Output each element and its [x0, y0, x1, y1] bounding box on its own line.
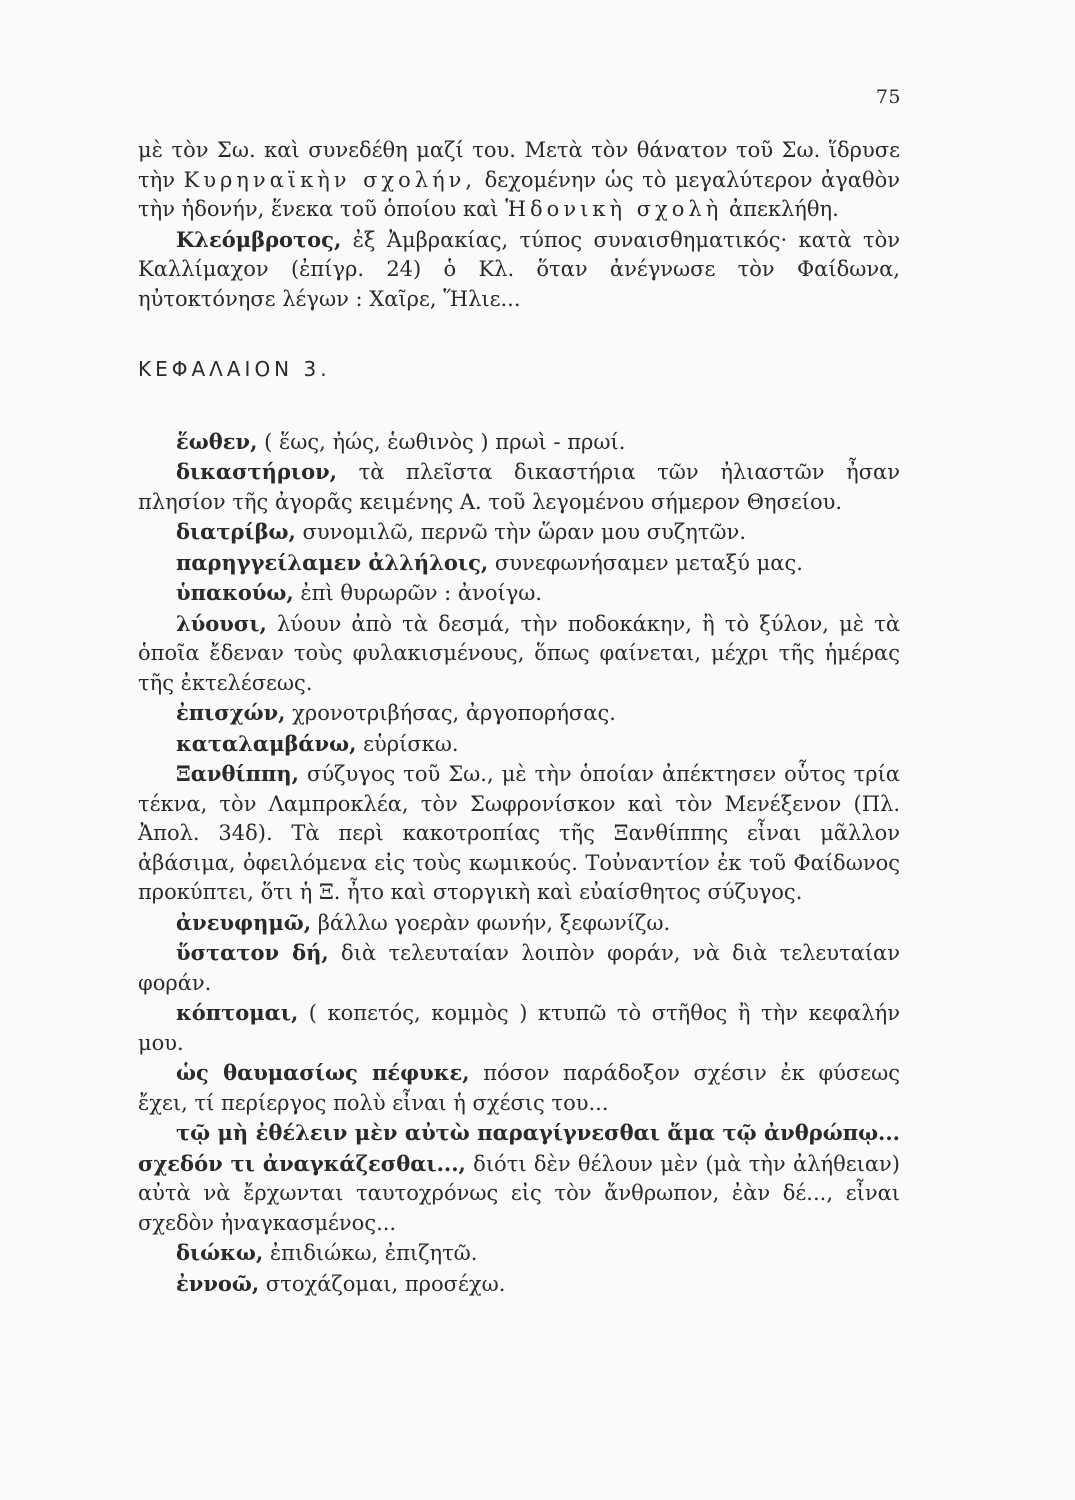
kleombrotos-entry	[138, 225, 900, 315]
kyrenaic-school: Κυρηναϊκὴν σχολήν,	[183, 167, 477, 192]
page-body	[138, 136, 900, 1299]
entry-term: Ξανθίππη,	[176, 761, 299, 786]
glossary-entry	[138, 1269, 900, 1300]
entry-definition: χρονοτριβήσας, ἀργοπορήσας.	[285, 701, 616, 725]
entry-term: ἀνευφημῶ,	[176, 909, 312, 935]
glossary-entry	[138, 457, 900, 517]
glossary-entry	[138, 908, 900, 939]
intro-paragraph	[138, 136, 900, 225]
intro-text-e: ἀπεκλήθη.	[722, 197, 839, 221]
glossary-entry	[138, 759, 900, 908]
entry-term: ἐννοῶ,	[176, 1270, 260, 1296]
entry-term: δικαστήριον,	[176, 459, 337, 484]
entry-definition: εὑρίσκω.	[356, 731, 459, 756]
glossary-entry	[138, 729, 900, 760]
intro-text-a: μὲ τὸν Σω. καὶ συνεδέθη μαζί του. Μετὰ τὸν θάνατον τοῦ Σω. ἵδρυσε τὴν	[138, 138, 900, 192]
entry-definition: πόσον παράδοξον σχέσιν ἐκ φύσεως ἔχει, τί περίεργος πολὺ εἶναι ἡ σχέσις του...	[138, 1061, 901, 1115]
entry-definition: βάλλω γοερὰν φωνήν, ξεφωνίζω.	[311, 910, 671, 935]
entry-term: παρηγγείλαμεν ἀλλήλοις,	[176, 549, 489, 575]
entry-definition: ( κοπετός, κομμὸς ) κτυπῶ τὸ στῆθος ἢ τὴν κεφαλήν μου.	[138, 1001, 900, 1055]
entry-term: λύουσι,	[176, 610, 267, 636]
entry-term: τῷ μὴ ἐθέλειν μὲν αὐτὼ παραγίγνεσθαι ἅμα τῷ ἀνθρώπῳ... σχεδόν τι ἀναγκάζεσθαι...,	[138, 1120, 900, 1176]
glossary-entry	[138, 548, 900, 579]
chapter-heading: ΚΕΦΑΛΑΙΟΝ 3.	[138, 357, 331, 381]
entry-definition: διὰ τελευταίαν λοιπὸν φοράν, νὰ διὰ τελευταίαν φοράν.	[138, 941, 901, 995]
entry-term: διώκω,	[176, 1240, 264, 1265]
entry-definition: ἐπὶ θυρωρῶν : ἀνοίγω.	[293, 581, 543, 605]
entry-definition: διότι δὲν θέλουν μὲν (μὰ τὴν ἀλήθειαν) αὐτὰ νὰ ἔρχωνται ταυτοχρόνως εἰς τὸν ἄνθρωπον, ἐὰν δέ..., εἶναι σχεδὸν ἠναγκασμένος...	[138, 1151, 900, 1235]
entry-term: ὡς θαυμασίως πέφυκε,	[176, 1060, 470, 1085]
page-number: 75	[875, 86, 901, 108]
entry-term: διατρίβω,	[176, 519, 296, 544]
entry-term: ὑπακούω,	[176, 580, 294, 605]
glossary-entry	[138, 578, 900, 609]
glossary-entry	[138, 998, 900, 1058]
entry-definition: τὰ πλεῖστα δικαστήρια τῶν ἠλιαστῶν ἦσαν πλησίον τῆς ἀγορᾶς κειμένης Α. τοῦ λεγομένου σήμερον Θησείου.	[138, 460, 900, 514]
entry-definition: λύουν ἀπὸ τὰ δεσμά, τὴν ποδοκάκην, ἢ τὸ ξύλον, μὲ τὰ ὁποῖα ἔδεναν τοὺς φυλακισμένους, ὅπως φαίνεται, μέχρι τῆς ἡμέρας τῆς ἐκτελέσεως.	[138, 611, 900, 695]
glossary-entry	[138, 1118, 900, 1238]
glossary-entry	[138, 609, 900, 699]
entry-term: ὕστατον δή,	[176, 940, 329, 965]
glossary-entry	[138, 1238, 900, 1269]
entry-definition: συνεφωνήσαμεν μεταξύ μας.	[488, 550, 803, 575]
entry-definition: ἐπιδιώκω, ἐπιζητῶ.	[263, 1241, 478, 1265]
glossary-entry	[138, 698, 900, 729]
glossary-entry	[138, 517, 900, 548]
entry-term: ἕωθεν,	[176, 428, 258, 454]
entry-definition: συνομιλῶ, περνῶ τὴν ὥραν μου συζητῶν.	[295, 520, 747, 544]
entry-definition: σύζυγος τοῦ Σω., μὲ τὴν ὁποίαν ἀπέκτησεν οὗτος τρία τέκνα, τὸν Λαμπροκλέα, τὸν Σωφρονίσκον καὶ τὸν Μενέξενον (Πλ. Ἀπολ. 34δ). Τὰ περὶ κακοτροπίας τῆς Ξανθίππης εἶναι μᾶλλον ἀβάσιμα, ὀφειλόμενα εἰς τοὺς κωμικούς. Τοὐναντίον ἐκ τοῦ Φαίδωνος προκύπτει, ὅτι ἡ Ξ. ἦτο καὶ στοργικὴ καὶ εὐαίσθητος σύζυγος.	[138, 762, 900, 904]
entry-term: κόπτομαι,	[176, 1000, 299, 1025]
entry-term: καταλαμβάνω,	[176, 730, 357, 756]
entry-term: Κλεόμβροτος,	[176, 226, 342, 252]
intro-text-c: δεχομένην ὡς τὸ μεγαλύτερον ἀγαθὸν τὴν ἡδονήν, ἕνεκα τοῦ ὁποίου καὶ	[138, 167, 900, 221]
glossary-entry	[138, 427, 900, 458]
hedonic-school: Ἡδονικὴ σχολὴ	[505, 197, 723, 221]
entry-definition: ( ἕως, ἠώς, ἑωθινὸς ) πρωὶ - πρωί.	[257, 429, 626, 454]
entry-term: ἐπισχών,	[176, 700, 286, 725]
glossary-entry	[138, 938, 900, 998]
entry-definition: στοχάζομαι, προσέχω.	[259, 1271, 506, 1296]
glossary-entry	[138, 1058, 900, 1118]
glossary-list	[138, 427, 900, 1300]
entry-definition: ἐξ Ἀμβρακίας, τύπος συναισθηματικός· κατὰ τὸν Καλλίμαχον (ἐπίγρ. 24) ὁ Κλ. ὅταν ἀνέγνωσε τὸν Φαίδωνα, ηὐτοκτόνησε λέγων : Χαῖρε, Ἥλιε...	[138, 227, 900, 311]
